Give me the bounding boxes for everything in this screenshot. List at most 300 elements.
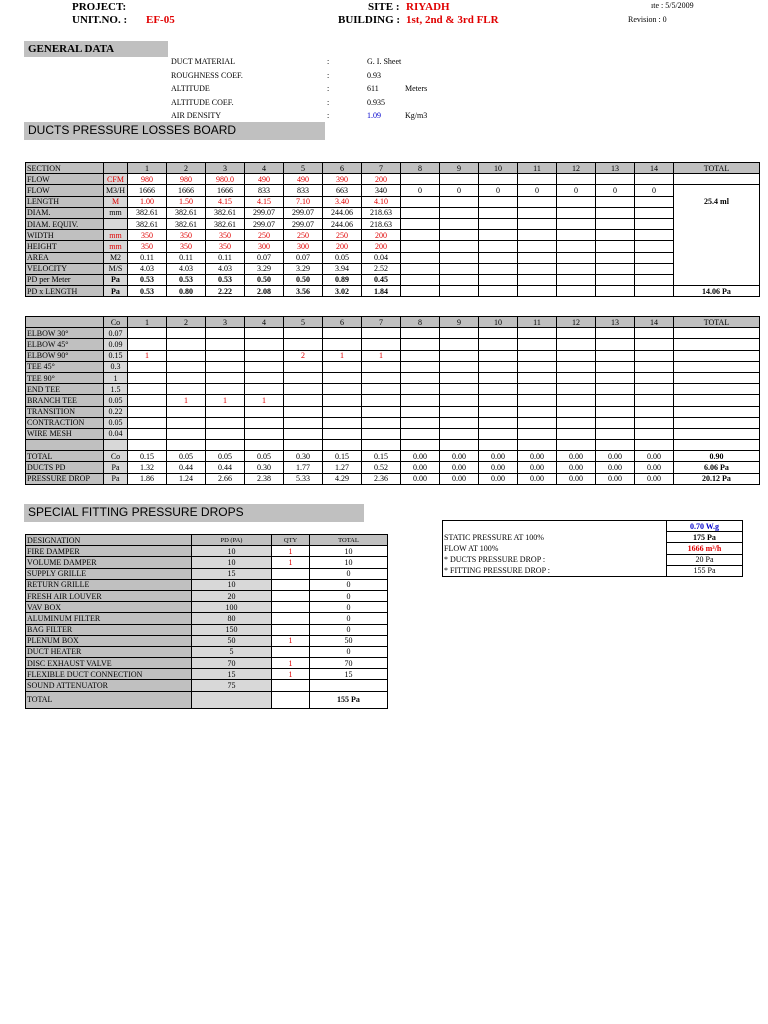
fitting-qty-cell xyxy=(401,406,440,417)
special-name: VOLUME DAMPER xyxy=(26,557,192,568)
fitting-total-cell: 0.00 xyxy=(557,473,596,484)
fitting-qty-cell xyxy=(128,440,167,451)
special-qty: 1 xyxy=(272,669,310,680)
fitting-total-unit: Pa xyxy=(104,462,128,473)
fitting-total-unit: Pa xyxy=(104,473,128,484)
ducts-cell: 3.40 xyxy=(323,196,362,207)
fitting-name: TRANSITION xyxy=(26,406,104,417)
fitting-total-cell: 4.29 xyxy=(323,473,362,484)
special-pd: 5 xyxy=(192,646,272,657)
fitting-total-label: TOTAL xyxy=(26,451,104,462)
gd-separator: : xyxy=(327,111,330,121)
ducts-row-total xyxy=(674,263,760,274)
ducts-cell xyxy=(596,274,635,285)
fitting-qty-cell xyxy=(206,428,245,439)
fitting-total-cell: 0.00 xyxy=(479,451,518,462)
ducts-row-unit: M2 xyxy=(104,252,128,263)
special-header-cell: DESIGNATION xyxy=(26,535,192,546)
fitting-qty-cell xyxy=(635,372,674,383)
fitting-qty-cell xyxy=(167,339,206,350)
ducts-cell xyxy=(596,218,635,229)
fitting-qty-cell xyxy=(167,328,206,339)
fitting-name: ELBOW 45° xyxy=(26,339,104,350)
ducts-cell: 350 xyxy=(128,230,167,241)
fitting-name: CONTRACTION xyxy=(26,417,104,428)
special-fitting-title: SPECIAL FITTING PRESSURE DROPS xyxy=(24,504,364,522)
fitting-total-cell xyxy=(674,328,760,339)
fitting-qty-cell xyxy=(323,372,362,383)
special-pd: 70 xyxy=(192,658,272,669)
fitting-name: ELBOW 90° xyxy=(26,350,104,361)
special-qty xyxy=(272,579,310,590)
fitting-qty-cell xyxy=(401,440,440,451)
fitting-qty-cell xyxy=(635,417,674,428)
ducts-cell: 833 xyxy=(284,185,323,196)
fitting-qty-cell xyxy=(635,328,674,339)
fitting-grand-total: 6.06 Pa xyxy=(674,462,760,473)
fitting-qty-cell xyxy=(635,361,674,372)
ducts-cell: 0 xyxy=(440,185,479,196)
special-pd: 15 xyxy=(192,568,272,579)
fitting-qty-cell xyxy=(323,395,362,406)
fitting-total-cell xyxy=(674,440,760,451)
fitting-qty-cell xyxy=(245,350,284,361)
building-label: BUILDING : xyxy=(338,14,401,26)
fitting-qty-cell xyxy=(440,406,479,417)
fitting-row xyxy=(26,440,760,451)
fitting-qty-cell: 1 xyxy=(362,350,401,361)
fittings-header-cell: 12 xyxy=(557,317,596,328)
special-pd: 20 xyxy=(192,590,272,601)
fitting-qty-cell xyxy=(596,384,635,395)
special-header-cell: QTY xyxy=(272,535,310,546)
fitting-qty-cell xyxy=(167,406,206,417)
fitting-qty-cell xyxy=(128,361,167,372)
special-name: VAV BOX xyxy=(26,602,192,613)
ducts-cell xyxy=(635,174,674,185)
fitting-name: END TEE xyxy=(26,384,104,395)
ducts-cell xyxy=(479,252,518,263)
ducts-cell: 4.03 xyxy=(206,263,245,274)
fitting-qty-cell xyxy=(557,440,596,451)
fittings-header-row xyxy=(26,317,760,328)
ducts-header-cell: 2 xyxy=(167,163,206,174)
ducts-row-unit: Pa xyxy=(104,274,128,285)
ducts-row-unit: mm xyxy=(104,241,128,252)
ducts-row-total: 25.4 ml xyxy=(674,196,760,207)
ducts-cell xyxy=(401,174,440,185)
ducts-board-title: DUCTS PRESSURE LOSSES BOARD xyxy=(24,122,325,140)
ducts-cell: 0.11 xyxy=(167,252,206,263)
fitting-total-cell: 0.05 xyxy=(245,451,284,462)
fitting-total-cell: 0.00 xyxy=(635,462,674,473)
fitting-qty-cell xyxy=(323,428,362,439)
ducts-cell xyxy=(479,207,518,218)
ducts-cell: 390 xyxy=(323,174,362,185)
ducts-cell xyxy=(479,241,518,252)
ducts-cell xyxy=(518,218,557,229)
ducts-cell: 3.29 xyxy=(245,263,284,274)
ducts-header-cell: 9 xyxy=(440,163,479,174)
ducts-row-total xyxy=(674,241,760,252)
fitting-qty-cell xyxy=(596,440,635,451)
ducts-cell xyxy=(401,241,440,252)
fitting-qty-cell xyxy=(596,328,635,339)
ducts-row xyxy=(26,196,760,207)
fitting-qty-cell xyxy=(245,361,284,372)
special-name: FRESH AIR LOUVER xyxy=(26,590,192,601)
ducts-cell xyxy=(596,252,635,263)
fitting-total-cell xyxy=(674,339,760,350)
ducts-cell xyxy=(557,252,596,263)
ducts-cell xyxy=(440,174,479,185)
ducts-cell: 250 xyxy=(323,230,362,241)
ducts-cell: 0.50 xyxy=(245,274,284,285)
fitting-qty-cell xyxy=(635,339,674,350)
ducts-cell: 1666 xyxy=(167,185,206,196)
ducts-row-total xyxy=(674,185,760,196)
fitting-qty-cell xyxy=(362,417,401,428)
fitting-total-cell: 1.32 xyxy=(128,462,167,473)
gd-label: DUCT MATERIAL xyxy=(171,57,236,66)
ducts-cell xyxy=(401,196,440,207)
fitting-total-row xyxy=(26,451,760,462)
ducts-cell: 0.53 xyxy=(206,274,245,285)
ducts-cell: 0 xyxy=(401,185,440,196)
ducts-cell: 218.63 xyxy=(362,207,401,218)
summary-table xyxy=(442,520,743,577)
site-value: RIYADH xyxy=(406,1,450,13)
special-row xyxy=(26,624,388,635)
ducts-cell: 0 xyxy=(596,185,635,196)
fitting-qty-cell xyxy=(323,328,362,339)
ducts-cell xyxy=(401,230,440,241)
summary-row xyxy=(443,532,743,543)
summary-label: STATIC PRESSURE AT 100% xyxy=(443,532,667,543)
ducts-cell: 299.07 xyxy=(245,207,284,218)
special-row xyxy=(26,602,388,613)
ducts-cell xyxy=(401,274,440,285)
fitting-qty-cell xyxy=(479,417,518,428)
fitting-qty-cell xyxy=(596,372,635,383)
ducts-cell xyxy=(635,241,674,252)
ducts-cell: 0 xyxy=(518,185,557,196)
gd-label: ROUGHNESS COEF. xyxy=(171,70,243,80)
ducts-cell xyxy=(440,263,479,274)
summary-row xyxy=(443,554,743,565)
special-total: 50 xyxy=(310,635,388,646)
fitting-qty-cell xyxy=(518,395,557,406)
ducts-cell: 0.45 xyxy=(362,274,401,285)
ducts-cell xyxy=(440,274,479,285)
fitting-total-cell xyxy=(674,361,760,372)
fitting-qty-cell xyxy=(635,440,674,451)
fitting-qty-cell xyxy=(401,361,440,372)
ducts-cell: 200 xyxy=(362,241,401,252)
ducts-row-label: LENGTH xyxy=(26,196,104,207)
ducts-cell: 3.56 xyxy=(284,286,323,297)
ducts-cell: 980 xyxy=(167,174,206,185)
fitting-name: BRANCH TEE xyxy=(26,395,104,406)
ducts-cell xyxy=(440,241,479,252)
fitting-total-label: PRESSURE DROP xyxy=(26,473,104,484)
gd-value: 611 xyxy=(367,84,379,94)
fitting-total-cell: 1.77 xyxy=(284,462,323,473)
ducts-header-cell: 14 xyxy=(635,163,674,174)
fitting-qty-cell xyxy=(596,361,635,372)
ducts-cell xyxy=(440,286,479,297)
ducts-cell xyxy=(557,241,596,252)
ducts-cell: 0 xyxy=(479,185,518,196)
special-pd: 150 xyxy=(192,624,272,635)
ducts-cell: 200 xyxy=(323,241,362,252)
fitting-qty-cell xyxy=(596,428,635,439)
ducts-cell xyxy=(596,286,635,297)
ducts-cell xyxy=(401,207,440,218)
ducts-cell xyxy=(440,230,479,241)
ducts-cell: 0.07 xyxy=(245,252,284,263)
fitting-qty-cell xyxy=(167,372,206,383)
fitting-qty-cell xyxy=(479,440,518,451)
ducts-row-total xyxy=(674,174,760,185)
summary-top-row xyxy=(443,521,743,532)
special-pd: 75 xyxy=(192,680,272,691)
fitting-qty-cell xyxy=(206,350,245,361)
special-qty xyxy=(272,624,310,635)
ducts-cell: 300 xyxy=(284,241,323,252)
fitting-qty-cell xyxy=(323,339,362,350)
fitting-qty-cell xyxy=(557,417,596,428)
ducts-header-cell: 5 xyxy=(284,163,323,174)
fitting-total-cell: 0.00 xyxy=(518,473,557,484)
fitting-grand-total: 20.12 Pa xyxy=(674,473,760,484)
fitting-qty-cell xyxy=(635,395,674,406)
summary-value: 20 Pa xyxy=(667,554,743,565)
fitting-qty-cell xyxy=(596,350,635,361)
gd-label: ALTITUDE xyxy=(171,84,210,94)
ducts-row xyxy=(26,241,760,252)
ducts-cell: 4.15 xyxy=(206,196,245,207)
fitting-qty-cell xyxy=(284,406,323,417)
fittings-header-cell: 4 xyxy=(245,317,284,328)
fitting-total-cell: 0.00 xyxy=(557,451,596,462)
fitting-qty-cell: 2 xyxy=(284,350,323,361)
fittings-header-cell: 2 xyxy=(167,317,206,328)
ducts-row-label: HEIGHT xyxy=(26,241,104,252)
ducts-row xyxy=(26,263,760,274)
ducts-header-cell: 4 xyxy=(245,163,284,174)
ducts-cell: 382.61 xyxy=(206,207,245,218)
special-total: 15 xyxy=(310,669,388,680)
fitting-total-cell xyxy=(674,417,760,428)
ducts-cell xyxy=(596,241,635,252)
fitting-qty-cell xyxy=(479,395,518,406)
fittings-header-cell: 3 xyxy=(206,317,245,328)
fitting-qty-cell xyxy=(245,440,284,451)
ducts-cell xyxy=(518,252,557,263)
fitting-qty-cell xyxy=(245,406,284,417)
fitting-qty-cell xyxy=(362,395,401,406)
ducts-row-unit: mm xyxy=(104,230,128,241)
fitting-row xyxy=(26,361,760,372)
fitting-name: ELBOW 30° xyxy=(26,328,104,339)
ducts-cell: 382.61 xyxy=(167,207,206,218)
ducts-header-cell: 12 xyxy=(557,163,596,174)
summary-top-blank xyxy=(443,521,667,532)
ducts-cell xyxy=(518,174,557,185)
ducts-row-label: VELOCITY xyxy=(26,263,104,274)
ducts-header-cell: 6 xyxy=(323,163,362,174)
fitting-total-cell: 0.00 xyxy=(518,462,557,473)
fitting-grand-total: 0.90 xyxy=(674,451,760,462)
fitting-qty-cell xyxy=(128,328,167,339)
fitting-qty-cell xyxy=(362,384,401,395)
general-data-title: GENERAL DATA xyxy=(24,41,168,57)
project-label: PROJECT: xyxy=(72,1,127,13)
fitting-total-row xyxy=(26,473,760,484)
ducts-cell: 0.11 xyxy=(206,252,245,263)
fitting-qty-cell xyxy=(518,428,557,439)
fitting-qty-cell xyxy=(323,417,362,428)
fitting-qty-cell xyxy=(362,328,401,339)
ducts-cell: 300 xyxy=(245,241,284,252)
special-header-cell: TOTAL xyxy=(310,535,388,546)
ducts-header-cell: 7 xyxy=(362,163,401,174)
special-row xyxy=(26,590,388,601)
fitting-total-cell xyxy=(674,406,760,417)
fitting-qty-cell xyxy=(362,361,401,372)
ducts-cell: 200 xyxy=(362,174,401,185)
ducts-cell xyxy=(479,218,518,229)
fitting-total-cell: 1.86 xyxy=(128,473,167,484)
fitting-qty-cell xyxy=(440,372,479,383)
fitting-qty-cell xyxy=(167,361,206,372)
special-name: DISC EXHAUST VALVE xyxy=(26,658,192,669)
ducts-cell xyxy=(518,207,557,218)
fitting-qty-cell xyxy=(284,361,323,372)
ducts-row xyxy=(26,252,760,263)
special-row xyxy=(26,646,388,657)
fitting-total-cell: 1.27 xyxy=(323,462,362,473)
fitting-total-cell: 0.44 xyxy=(167,462,206,473)
fitting-coef: 0.07 xyxy=(104,328,128,339)
fitting-total-cell: 0.00 xyxy=(440,473,479,484)
ducts-cell: 0.53 xyxy=(167,274,206,285)
special-total: 0 xyxy=(310,646,388,657)
ducts-cell: 299.07 xyxy=(245,218,284,229)
ducts-cell xyxy=(518,241,557,252)
ducts-row xyxy=(26,174,760,185)
ducts-row-total xyxy=(674,274,760,285)
ducts-cell: 0.05 xyxy=(323,252,362,263)
special-total-blank xyxy=(272,691,310,708)
fitting-qty-cell xyxy=(362,440,401,451)
special-name: FLEXIBLE DUCT CONNECTION xyxy=(26,669,192,680)
ducts-cell xyxy=(635,286,674,297)
ducts-row xyxy=(26,274,760,285)
ducts-header-cell: 10 xyxy=(479,163,518,174)
ducts-cell: 382.61 xyxy=(128,207,167,218)
ducts-row-unit xyxy=(104,218,128,229)
special-qty xyxy=(272,646,310,657)
fitting-total-cell: 0.15 xyxy=(362,451,401,462)
fitting-qty-cell xyxy=(206,372,245,383)
ducts-cell: 0.80 xyxy=(167,286,206,297)
fitting-qty-cell xyxy=(284,395,323,406)
ducts-cell: 350 xyxy=(206,230,245,241)
fitting-qty-cell: 1 xyxy=(128,350,167,361)
fitting-qty-cell: 1 xyxy=(323,350,362,361)
fitting-qty-cell xyxy=(635,406,674,417)
ducts-cell xyxy=(479,196,518,207)
fitting-qty-cell xyxy=(401,384,440,395)
fitting-qty-cell xyxy=(128,372,167,383)
fitting-qty-cell xyxy=(557,406,596,417)
fitting-total-cell: 0.52 xyxy=(362,462,401,473)
fitting-qty-cell xyxy=(167,384,206,395)
summary-value: 155 Pa xyxy=(667,565,743,576)
fitting-total-cell: 0.00 xyxy=(401,451,440,462)
ducts-cell xyxy=(635,252,674,263)
fitting-qty-cell xyxy=(362,372,401,383)
gd-label: ALTITUDE COEF. xyxy=(171,97,234,107)
ducts-cell: 1.84 xyxy=(362,286,401,297)
ducts-header-cell: 3 xyxy=(206,163,245,174)
fitting-qty-cell xyxy=(596,417,635,428)
fitting-qty-cell xyxy=(557,361,596,372)
fitting-total-cell xyxy=(674,428,760,439)
ducts-cell: 0.07 xyxy=(284,252,323,263)
fitting-total-cell xyxy=(674,395,760,406)
fittings-table xyxy=(25,316,760,485)
fitting-total-cell: 0.15 xyxy=(323,451,362,462)
fittings-header-cell: TOTAL xyxy=(674,317,760,328)
gd-unit: Meters xyxy=(405,84,428,94)
fitting-qty-cell xyxy=(596,339,635,350)
fitting-row xyxy=(26,372,760,383)
ducts-cell xyxy=(440,218,479,229)
fitting-qty-cell xyxy=(245,384,284,395)
fittings-header-cell: 7 xyxy=(362,317,401,328)
fitting-qty-cell xyxy=(401,350,440,361)
fitting-total-cell: 0.00 xyxy=(557,462,596,473)
ducts-cell: 200 xyxy=(362,230,401,241)
special-name: ALUMINUM FILTER xyxy=(26,613,192,624)
special-qty: 1 xyxy=(272,635,310,646)
date-text: ıte : 5/5/2009 xyxy=(651,1,694,10)
ducts-cell xyxy=(479,174,518,185)
ducts-cell: 490 xyxy=(245,174,284,185)
fitting-qty-cell xyxy=(440,384,479,395)
ducts-cell: 250 xyxy=(245,230,284,241)
ducts-row-total xyxy=(674,252,760,263)
fitting-qty-cell xyxy=(479,350,518,361)
fittings-header-cell: Co xyxy=(104,317,128,328)
ducts-cell xyxy=(557,230,596,241)
fitting-coef: 1.5 xyxy=(104,384,128,395)
ducts-cell: 0.53 xyxy=(128,274,167,285)
ducts-row-label: FLOW xyxy=(26,185,104,196)
fitting-qty-cell: 1 xyxy=(167,395,206,406)
fitting-qty-cell xyxy=(518,440,557,451)
fitting-total-cell: 2.38 xyxy=(245,473,284,484)
ducts-cell: 382.61 xyxy=(206,218,245,229)
fitting-qty-cell xyxy=(635,384,674,395)
fitting-qty-cell xyxy=(206,406,245,417)
fitting-qty-cell xyxy=(440,361,479,372)
fitting-qty-cell xyxy=(557,395,596,406)
fitting-row xyxy=(26,384,760,395)
